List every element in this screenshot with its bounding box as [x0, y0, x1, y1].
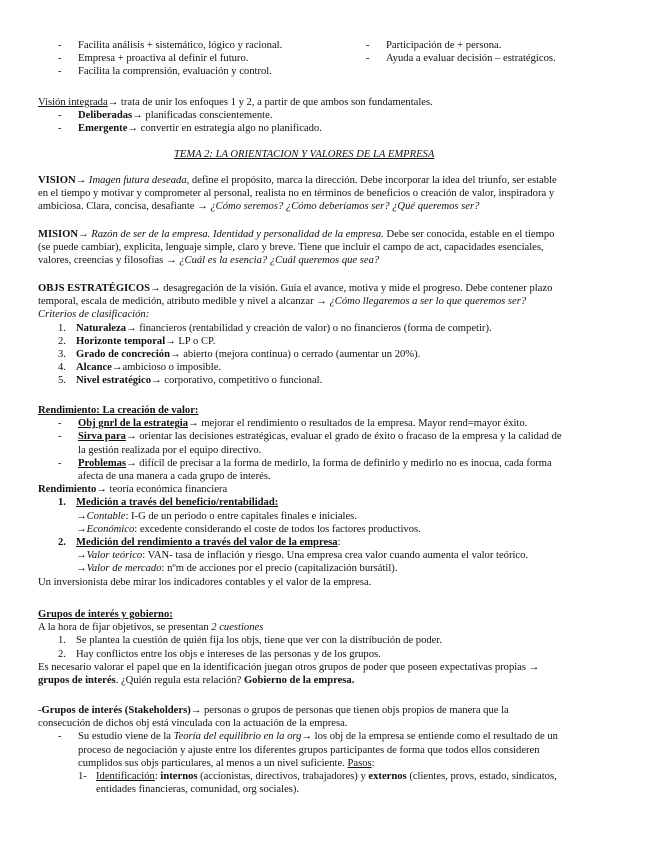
objs-paragraph: OBJS ESTRATÉGICOS→ desagregación de la visión. Guía el avance, motiva y mide el progreso. Debe contener plazo temporal, escala de medición, atributo medible y nivel a alcanzar → ¿Cómo llegaremos a ser lo que queremos ser? Criterios de clasificación: 1. Naturaleza→ financieros (rentabilidad y creación de valor) o no financieros (forma de competir). 2. Horizonte temporal→ LP o CP. 3. Grado de concreción→ abierto (mejora continua) o cerrado (aumentar un 20%). 4. Alcance→ambicioso o imposible. 5. Nivel estratégico→ corporativo, competitivo o funcional. [38, 283, 553, 387]
rendimiento-heading: Rendimiento: La creación de valor: [38, 405, 199, 416]
vision-paragraph: VISION→ Imagen futura deseada, define el propósito, marca la dirección. Debe incorporar la idea del triunfo, ser estable en el tiempo y motivar y comprometer al personal, realista no en términos de beneficios o creación de valor, inspiradora y ambiciosa. Clara, concisa, desafiante → ¿Cómo seremos? ¿Cómo deberíamos ser? ¿Qué queremos ser? [38, 175, 557, 213]
rendimiento-section: Rendimiento: La creación de valor: - Obj gnrl de la estrategia→ mejorar el rendimiento o resultados de la empresa. Mayor rend=mayor éxito. - Sirva para→ orientar las decisiones estratégicas, evaluar el grado de éxito o fracaso de la empresa y la calidad de la gestión realizada por el equipo directivo. - Problemas→ difícil de precisar a la forma de medirlo, la forma de definirlo y medirlo no es inocua, cada forma afecta de una manera a cada grupo de interés. Rendimiento→ teoría económica financiera 1. Medición a través del beneficio/rentabilidad: →Contable: I-G de un periodo o entre capitales finales e iniciales. →Económico: excedente considerando el coste de todos los factores productivos. 2. Medición del rendimiento a través del valor de la empresa: →Valor teórico: VAN- tasa de inflación y riesgo. Una empresa crea valor cuando aumenta el valor teórico. →Valor de mercado: nºm de acciones por el precio (capitalización bursátil). Un inversionista debe mirar los indicadores contables y el valor de la empresa. [38, 405, 562, 588]
stakeholders-section: -Grupos de interés (Stakeholders)→ personas o grupos de personas que tienen objs propios de manera que la consecución de dichos obj está vinculada con la actuación de la empresa. - Su estudio viene de la Teoría del equilibrio en la org→ los obj de la empresa se entiende como el resultado de un proceso de negociación y ajuste entre los diferentes grupos participantes de forma que todos ellos consideren cumplidos sus objs particulares, al menos a un nivel suficiente. Pasos: 1- Identificación: internos (accionistas, directivos, trabajadores) y externos (clientes, provs, estado, sindicatos, entidades financieras, comunidad, org sociales). [38, 705, 558, 796]
grupos-section: Grupos de interés y gobierno: A la hora de fijar objetivos, se presentan 2 cuestiones 1. Se plantea la cuestión de quién fija los objs, tiene que ver con la distribución de poder. 2. Hay conflictos entre los objs e intereses de las personas y de los grupos. Es necesario valorar el papel que en la identificación juegan otros grupos de poder que poseen expectativas propias → grupos de interés. ¿Quién regula esta relación? Gobierno de la empresa. [38, 609, 540, 687]
bullet-item: - Facilita la comprensión, evaluación y control. [58, 66, 272, 78]
grupos-heading: Grupos de interés y gobierno: [38, 609, 173, 620]
intro-bullets-right [366, 39, 556, 65]
bullet-item: - Facilita análisis + sistemático, lógico y racional. [58, 40, 283, 51]
section-title: TEMA 2: LA ORIENTACION Y VALORES DE LA EMPRESA [174, 149, 435, 160]
mision-paragraph: MISION→ Razón de ser de la empresa. Identidad y personalidad de la empresa. Debe ser conocida, estable en el tiempo (se puede cambiar), explicita, lenguaje simple, claro y breve. Tiene que incluir el campo de act, capacidades esenciales, valores, creencias y filosofías → ¿Cuál es la esencia? ¿Cuál queremos que sea? [38, 229, 555, 267]
bullet-item: - Ayuda a evaluar decisión – estratégicos. [366, 53, 556, 65]
intro-bullets-left [58, 39, 282, 79]
vision-integrada: Visión integrada→ trata de unir los enfoques 1 y 2, a partir de que ambos son fundamentales. - Deliberadas→ planificadas conscientemente. - Emergente→ convertir en estrategia algo no planificado. [38, 97, 433, 135]
bullet-item: - Empresa + proactiva al definir el futuro. [58, 53, 249, 65]
bullet-item: - Participación de + persona. [366, 40, 502, 51]
